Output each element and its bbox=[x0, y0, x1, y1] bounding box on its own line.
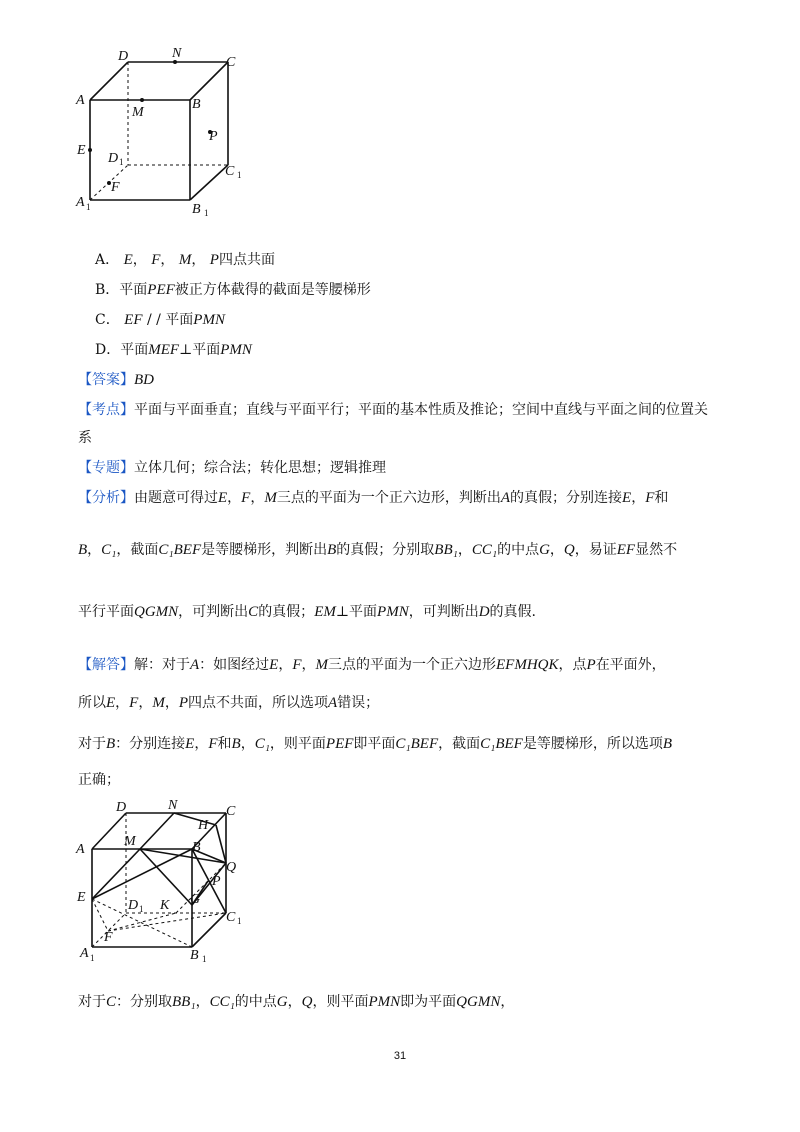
fig1-label: C bbox=[225, 164, 235, 179]
fig2-label: M bbox=[124, 834, 136, 849]
fig2-label: F bbox=[104, 930, 113, 945]
fig1-label: N bbox=[172, 46, 182, 61]
kaodian-line-2: 系 bbox=[78, 430, 92, 446]
fig2-label: A bbox=[76, 842, 85, 857]
option-c: C． EF / / 平面PMN bbox=[95, 312, 225, 328]
jieda-line-5: 对于C：分别取BB₁，CC₁的中点G，Q，则平面PMN即为平面QGMN， bbox=[78, 994, 515, 1010]
cube-figure-2 bbox=[70, 795, 270, 975]
zhuanti-tag: 【专题】 bbox=[78, 460, 134, 476]
answer-line: 【答案】BD bbox=[78, 372, 154, 388]
fig1-label: 1 bbox=[204, 208, 209, 218]
fig1-label: D bbox=[108, 151, 119, 166]
fig2-label: 1 bbox=[90, 953, 95, 963]
fig1-label: A bbox=[76, 195, 85, 210]
fig2-label: E bbox=[77, 890, 86, 905]
fig1-label: 1 bbox=[237, 170, 242, 180]
kaodian-tag: 【考点】 bbox=[78, 402, 134, 418]
fig2-label: 1 bbox=[139, 904, 144, 914]
fig2-label: Q bbox=[226, 860, 237, 875]
fig2-label: H bbox=[198, 818, 209, 833]
fenxi-line-1: 【分析】由题意可得过E，F，M三点的平面为一个正六边形，判断出A的真假；分别连接E，F和 bbox=[78, 490, 669, 506]
fig2-label: C bbox=[226, 910, 236, 925]
page-number: 31 bbox=[393, 1050, 407, 1062]
fig2-label: N bbox=[168, 798, 178, 813]
fig2-label: D bbox=[128, 898, 139, 913]
fig1-label: B bbox=[192, 202, 201, 217]
fenxi-line-2: B，C₁，截面C₁BEF是等腰梯形，判断出B的真假；分别取BB₁，CC₁的中点G，Q，易证EF显然不 bbox=[78, 542, 678, 558]
option-b: B．平面PEF被正方体截得的截面是等腰梯形 bbox=[95, 282, 371, 298]
fig2-label: P bbox=[212, 874, 221, 889]
fig2-label: B bbox=[192, 840, 201, 855]
fig1-label: E bbox=[77, 143, 86, 158]
jieda-tag: 【解答】 bbox=[78, 657, 134, 673]
fig2-label: C bbox=[226, 804, 236, 819]
option-d: D．平面MEF⊥平面PMN bbox=[95, 342, 252, 358]
fig2-label: D bbox=[116, 800, 127, 815]
cube-figure-1 bbox=[70, 40, 260, 225]
fig2-label: K bbox=[160, 898, 170, 913]
fenxi-tag: 【分析】 bbox=[78, 490, 134, 506]
fig2-label: A bbox=[80, 946, 89, 961]
fig1-label: M bbox=[132, 105, 144, 120]
fig1-label: 1 bbox=[119, 157, 124, 167]
option-a: A． E， F， M， P四点共面 bbox=[95, 252, 275, 268]
fig1-label: C bbox=[226, 55, 236, 70]
jieda-line-1: 【解答】解：对于A：如图经过E，F，M三点的平面为一个正六边形EFMHQK，点P在平面外， bbox=[78, 657, 666, 673]
jieda-line-3: 对于B：分别连接E，F和B，C₁，则平面PEF即平面C₁BEF，截面C₁BEF是等腰梯形，所以选项B bbox=[78, 736, 673, 752]
fig2-label: G bbox=[190, 892, 201, 907]
fig1-label: A bbox=[76, 93, 85, 108]
fig2-label: 1 bbox=[237, 916, 242, 926]
fig1-label: P bbox=[209, 129, 218, 144]
fig1-label: 1 bbox=[86, 202, 91, 212]
fig1-label: F bbox=[111, 180, 120, 195]
jieda-line-2: 所以E，F，M，P四点不共面，所以选项A错误； bbox=[78, 695, 380, 711]
fig2-label: B bbox=[190, 948, 199, 963]
answer-tag: 【答案】 bbox=[78, 372, 134, 388]
jieda-line-4: 正确； bbox=[78, 772, 120, 788]
fig1-label: B bbox=[192, 97, 201, 112]
zhuanti-line: 【专题】立体几何；综合法；转化思想；逻辑推理 bbox=[78, 460, 386, 476]
fig2-label: 1 bbox=[202, 954, 207, 964]
fenxi-line-3: 平行平面QGMN，可判断出C的真假；EM⊥平面PMN，可判断出D的真假. bbox=[78, 604, 536, 620]
kaodian-line: 【考点】平面与平面垂直；直线与平面平行；平面的基本性质及推论；空间中直线与平面之间的位置关 bbox=[78, 402, 708, 418]
fig1-label: D bbox=[118, 49, 129, 64]
